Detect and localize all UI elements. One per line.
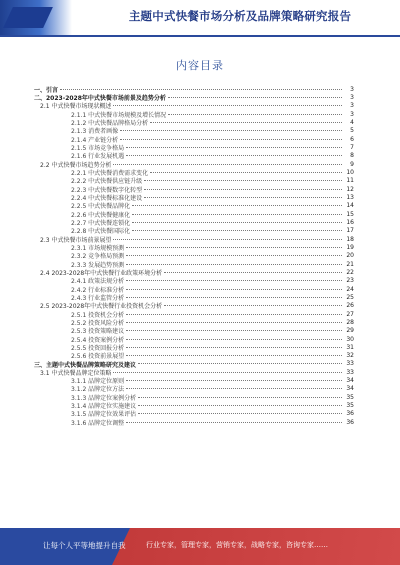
toc-leader-dots: [126, 280, 342, 281]
toc-leader-dots: [126, 314, 342, 315]
toc-leader-dots: [164, 272, 342, 273]
toc-leader-dots: [126, 247, 342, 248]
toc-leader-dots: [132, 222, 342, 223]
toc-leader-dots: [126, 330, 342, 331]
toc-leader-dots: [150, 172, 342, 173]
toc-entry-label: 3.1 中式快餐品牌定位策略: [40, 369, 112, 377]
toc-entry-label: 二、2023-2028年中式快餐市场前景及趋势分析: [34, 95, 166, 102]
toc-heading: 内容目录: [176, 59, 224, 72]
toc-entry-label: 2.4 2023-2028年中式快餐行业政策环境分析: [40, 269, 163, 277]
toc-entry-label: 2.5.6 投资前景展望: [71, 353, 125, 361]
toc-entry-label: 2.4.1 政策法规分析: [71, 278, 125, 286]
toc-entry-page: 13: [346, 193, 354, 201]
toc-entry-page: 18: [346, 235, 354, 243]
toc-leader-dots: [168, 114, 342, 115]
toc-entry-page: 34: [346, 385, 354, 393]
toc-entry-label: 2.3.2 竞争格局预测: [71, 253, 125, 261]
toc-entry-page: 6: [350, 135, 354, 143]
toc-entry-page: 35: [346, 393, 354, 401]
toc-entry-label: 2.5.4 投资案例分析: [71, 336, 125, 344]
toc-entry-label: 2.2.8 中式快餐国际化: [71, 228, 131, 236]
toc-entry-label: 三、主题中式快餐品牌策略研究及建议: [34, 361, 137, 369]
toc-entry-label: 2.5.1 投资机会分析: [71, 311, 125, 319]
toc-entry-label: 2.3.1 市场规模预测: [71, 244, 125, 252]
toc-leader-dots: [126, 297, 342, 298]
toc-entry-label: 2.1.3 消费者画像: [71, 128, 119, 136]
toc-entry-label: 2.3 中式快餐市场前景展望: [40, 236, 112, 244]
toc-leader-dots: [132, 214, 342, 215]
header-divider: [0, 35, 400, 37]
toc-entry-page: 22: [346, 268, 354, 276]
toc-entry-page: 20: [346, 252, 354, 260]
toc-leader-dots: [132, 230, 342, 231]
toc-leader-dots: [120, 130, 342, 131]
toc-leader-dots: [138, 363, 342, 364]
toc-entry-label: 2.2.7 中式快餐连锁化: [71, 219, 131, 227]
toc-entry-page: 36: [346, 410, 354, 418]
toc-leader-dots: [126, 339, 342, 340]
toc-leader-dots: [60, 89, 342, 90]
toc-entry-page: 3: [350, 93, 354, 101]
toc-leader-dots: [144, 197, 342, 198]
toc-leader-dots: [126, 147, 342, 148]
toc-leader-dots: [126, 322, 342, 323]
footer-slogan: 让每个人平等地提升自我: [43, 541, 126, 550]
toc-entry-label: 2.1.5 市场竞争格局: [71, 144, 125, 152]
toc-entry-label: 2.4.2 行业标准分析: [71, 286, 125, 294]
toc-entry-page: 31: [346, 343, 354, 351]
toc-entry-label: 2.5.3 投资策略建议: [71, 328, 125, 336]
toc-entry-page: 27: [346, 310, 354, 318]
toc-entry-page: 33: [346, 368, 354, 376]
toc-entry-page: 34: [346, 377, 354, 385]
toc-entry-page: 9: [350, 160, 354, 168]
toc-entry-page: 21: [346, 260, 354, 268]
toc-entry-label: 3.1.4 品牌定位实施建议: [71, 403, 137, 411]
toc-entry-page: 33: [346, 360, 354, 368]
toc-entry-label: 2.2.1 中式快餐消费需求变化: [71, 169, 149, 177]
toc-leader-dots: [126, 355, 342, 356]
toc-leader-dots: [138, 397, 342, 398]
toc-entry-page: 28: [346, 318, 354, 326]
toc-leader-dots: [164, 305, 342, 306]
toc-entry-page: 19: [346, 243, 354, 251]
toc-entry-page: 14: [346, 202, 354, 210]
toc-leader-dots: [168, 97, 342, 98]
table-of-contents: [34, 85, 354, 426]
toc-entry-page: 32: [346, 352, 354, 360]
toc-entry-page: 12: [346, 185, 354, 193]
toc-entry-label: 2.1.6 行业发展机遇: [71, 153, 125, 161]
toc-leader-dots: [113, 105, 342, 106]
toc-leader-dots: [138, 405, 342, 406]
toc-leader-dots: [144, 180, 342, 181]
toc-leader-dots: [113, 372, 342, 373]
toc-entry-page: 30: [346, 335, 354, 343]
toc-entry-page: 11: [346, 177, 354, 185]
toc-entry-page: 3: [350, 110, 354, 118]
toc-leader-dots: [113, 239, 342, 240]
toc-entry-page: 3: [350, 102, 354, 110]
toc-entry-label: 3.1.1 品牌定位原则: [71, 378, 125, 386]
toc-entry-label: 2.2.6 中式快餐健康化: [71, 211, 131, 219]
toc-entry-label: 2.2 中式快餐市场趋势分析: [40, 161, 112, 169]
toc-leader-dots: [126, 422, 342, 423]
toc-leader-dots: [138, 413, 342, 414]
toc-leader-dots: [126, 255, 342, 256]
footer-expert-list: 行业专家，管理专家，营销专家，战略专家，咨询专家……: [146, 541, 328, 549]
toc-leader-dots: [113, 164, 342, 165]
toc-entry-page: 16: [346, 218, 354, 226]
toc-leader-dots: [132, 205, 342, 206]
toc-entry-label: 2.1.2 中式快餐品牌格局分析: [71, 119, 149, 127]
toc-entry-page: 36: [346, 418, 354, 426]
toc-entry-page: 5: [350, 127, 354, 135]
toc-leader-dots: [126, 347, 342, 348]
toc-entry-label: 2.3.3 发展趋势预测: [71, 261, 125, 269]
toc-entry-label: 2.5 2023-2028年中式快餐行业投资机会分析: [40, 303, 163, 311]
toc-entry-page: 29: [346, 327, 354, 335]
toc-entry-page: 15: [346, 210, 354, 218]
report-title: 主题中式快餐市场分析及品牌策略研究报告: [128, 9, 352, 23]
page-header: [0, 0, 400, 35]
toc-entry-label: 2.2.4 中式快餐标准化建设: [71, 194, 143, 202]
toc-entry-page: 3: [350, 85, 354, 93]
toc-entry-label: 3.1.5 品牌定位效果评估: [71, 411, 137, 419]
toc-entry-label: 3.1.3 品牌定位案例分析: [71, 394, 137, 402]
toc-entry-label: 一、引言: [34, 86, 59, 94]
toc-entry-page: 10: [346, 168, 354, 176]
toc-leader-dots: [126, 289, 342, 290]
toc-entry-page: 25: [346, 293, 354, 301]
toc-entry-page: 4: [350, 118, 354, 126]
toc-entry-page: 7: [350, 143, 354, 151]
toc-entry-label: 2.4.3 行业监管分析: [71, 294, 125, 302]
toc-entry-page: 8: [350, 152, 354, 160]
toc-leader-dots: [150, 122, 342, 123]
toc-entry-page: 35: [346, 402, 354, 410]
toc-entry-label: 2.5.2 投资风险分析: [71, 319, 125, 327]
toc-entry-page: 26: [346, 302, 354, 310]
toc-leader-dots: [126, 155, 342, 156]
toc-entry-page: 23: [346, 277, 354, 285]
toc-entry-label: 2.2.2 中式快餐供应链升级: [71, 178, 143, 186]
toc-entry-label: 2.2.5 中式快餐品牌化: [71, 203, 131, 211]
toc-entry[interactable]: [34, 418, 354, 426]
toc-entry-label: 2.1 中式快餐市场现状概述: [40, 103, 112, 111]
toc-entry-page: 17: [346, 227, 354, 235]
toc-leader-dots: [126, 380, 342, 381]
toc-leader-dots: [126, 388, 342, 389]
toc-leader-dots: [144, 189, 342, 190]
toc-entry-label: 2.1.1 中式快餐市场规模及增长情况: [71, 111, 167, 119]
toc-entry-label: 3.1.2 品牌定位方法: [71, 386, 125, 394]
toc-entry-page: 24: [346, 285, 354, 293]
toc-entry-label: 2.2.3 中式快餐数字化转型: [71, 186, 143, 194]
toc-entry-label: 3.1.6 品牌定位调整: [71, 419, 125, 427]
toc-leader-dots: [120, 139, 342, 140]
toc-entry-label: 2.1.4 产业链分析: [71, 136, 119, 144]
toc-leader-dots: [126, 264, 342, 265]
toc-entry-label: 2.5.5 投资回报分析: [71, 344, 125, 352]
